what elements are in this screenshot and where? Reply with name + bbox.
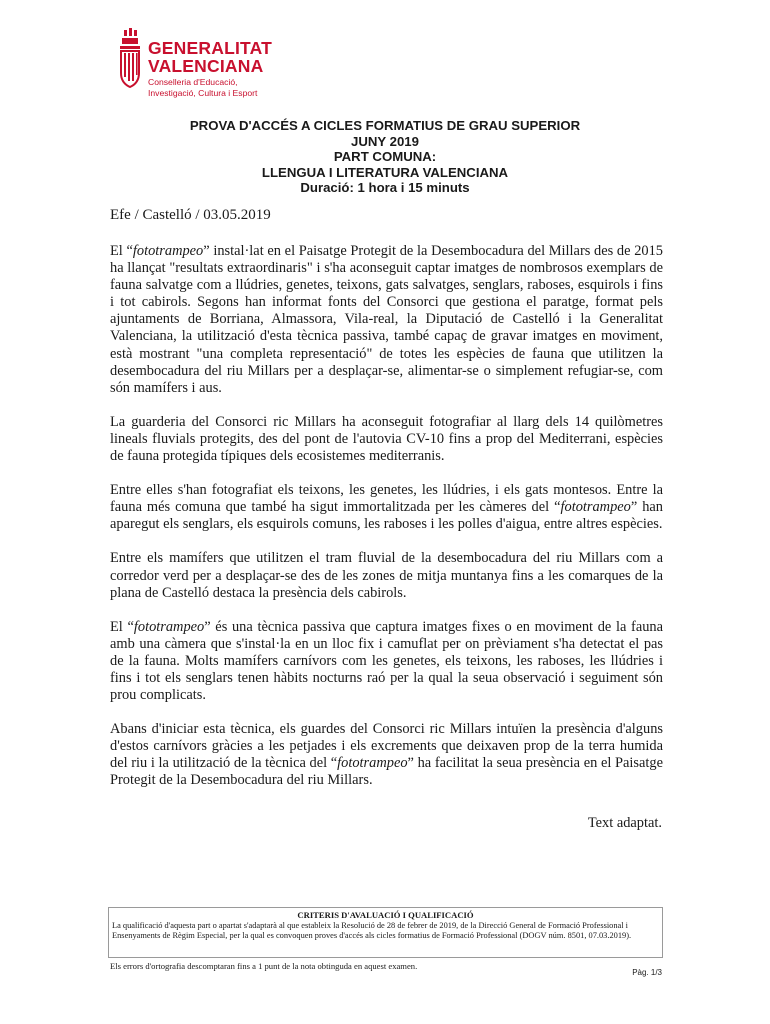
paragraph-1-emphasis: fototrampeo (132, 243, 204, 259)
paragraph-5-emphasis: fototrampeo (133, 618, 205, 635)
paragraph-3-text-b: ” han aparegut els senglars, els esquirols comuns, les raboses i les polles d'aigua, entre altres espècies. (110, 499, 664, 533)
exam-heading (110, 118, 660, 196)
criteria-title: CRITERIS D'AVALUACIÓ I QUALIFICACIÓ (297, 910, 474, 920)
paragraph-6-text-b: ” ha facilitat la seua presència en el Paisatge Protegit de la Desembocadura del riu Millars. (110, 755, 663, 789)
paragraph-5 (110, 619, 663, 704)
paragraph-1-text-a: El “ (110, 243, 133, 259)
department-line-1: Conselleria d'Educació, (148, 77, 238, 87)
heading-line-1: PROVA D'ACCÉS A CICLES FORMATIUS DE GRAU SUPERIOR (189, 118, 581, 133)
dateline: Efe / Castelló / 03.05.2019 (110, 207, 271, 223)
heading-line-5: Duració: 1 hora i 15 minuts (300, 180, 470, 196)
paragraph-3-text-a: Entre elles s'han fotografiat els teixons, les genetes, les llúdries, i els gats montesos. Entre la fauna més comuna que també ha sigut immortalitzada per les càmeres del “ (110, 482, 663, 516)
paragraph-6-emphasis: fototrampeo (337, 755, 408, 772)
page-number: Pàg. 1/3 (632, 968, 662, 977)
paragraph-1-text-b: ” instal·lat en el Paisatge Protegit de la Desembocadura del Millars des de 2015 ha llançat "resultats extraordinaris" i s'ha aconseguit captar imatges de nombrosos exemplars de fauna salvatge com a llúdries, genetes, teixons, gats salvatges, senglars, raboses, esquirols i fins i tot cabirols. Segons han informat fonts del Consorci que gestiona el paratge, format pels ajuntaments de Borriana, Almassora, Vila-real, la Diputació de Castelló i la Generalitat Valenciana, la utilització d'esta tècnica passiva, també capaç de gravar imatges en moviment, està mostrant "una completa representació" de totes les espècies de fauna que utilitzen la desembocadura del riu Millars per a desplaçar-se, alimentar-se o simplement refugiar-se, com són mamífers i aus. (110, 243, 663, 396)
brand-name (148, 39, 272, 75)
department-name (148, 77, 257, 99)
paragraph-3-emphasis: fototrampeo (560, 499, 631, 516)
spelling-errors-note: Els errors d'ortografia descomptaran fins a 1 punt de la nota obtinguda en aquest examen. (110, 961, 418, 971)
criteria-text: La qualificació d'aquesta part o apartat s'adaptarà al que estableix la Resolució de 28 de febrer de 2019, de la Direcció General de Formació Professional i Ensenyaments de Règim Especial, per la qual es convoquen proves d'accés als cicles formatius de Formació Professional (DOGV núm. 8501, 07.03.2019). (112, 920, 632, 941)
brand-line-1: GENERALITAT (148, 38, 273, 58)
paragraph-2: La guarderia del Consorci ric Millars ha aconseguit fotografiar al llarg dels 14 quilòmetres lineals fluvials protegits, des del pont de l'autovia CV-10 fins a prop del Mediterrani, espècies de fauna protegida típiques dels ecosistemes mediterranis. (110, 413, 663, 465)
heading-line-4: LLENGUA I LITERATURA VALENCIANA (261, 164, 509, 180)
coat-of-arms-icon (117, 28, 143, 88)
evaluation-criteria-box (108, 907, 663, 958)
paragraph-5-text-a: El “ (110, 618, 134, 635)
paragraph-6-text-a: Abans d'iniciar esta tècnica, els guardes del Consorci ric Millars intuïen la presència d'alguns d'estos carnívors gràcies a les petjades i els excrements que deixaven prop de la terra humida del riu i la utilització de la tècnica del “ (110, 721, 663, 772)
paragraph-6 (110, 721, 663, 789)
paragraph-3 (110, 482, 663, 533)
paragraph-4: Entre els mamífers que utilitzen el tram fluvial de la desembocadura del riu Millars com a corredor verd per a desplaçar-se des de les zones de mitja muntanya fins a les comarques de la plana de Castelló destaca la presència dels cabirols. (110, 550, 663, 601)
article-body (110, 243, 663, 807)
source-note: Text adaptat. (587, 815, 662, 831)
brand-line-2: VALENCIANA (148, 56, 264, 76)
heading-line-2: JUNY 2019 (351, 133, 419, 149)
generalitat-logo (117, 28, 287, 100)
department-line-2: Investigació, Cultura i Esport (148, 88, 258, 98)
heading-line-3: PART COMUNA: (333, 149, 437, 165)
paragraph-1 (110, 243, 663, 397)
paragraph-5-text-b: ” és una tècnica passiva que captura imatges fixes o en moviment de la fauna amb una càmera que s'instal·la en un lloc fix i camuflat per on prèviament s'ha detectat el pas de la fauna. Molts mamífers carnívors com les genetes, els teixons, les raboses, les llúdries i fins i tot els senglars tenen hàbits nocturns raó per la qual la seua observació i seguiment són prou complicats. (110, 618, 663, 704)
